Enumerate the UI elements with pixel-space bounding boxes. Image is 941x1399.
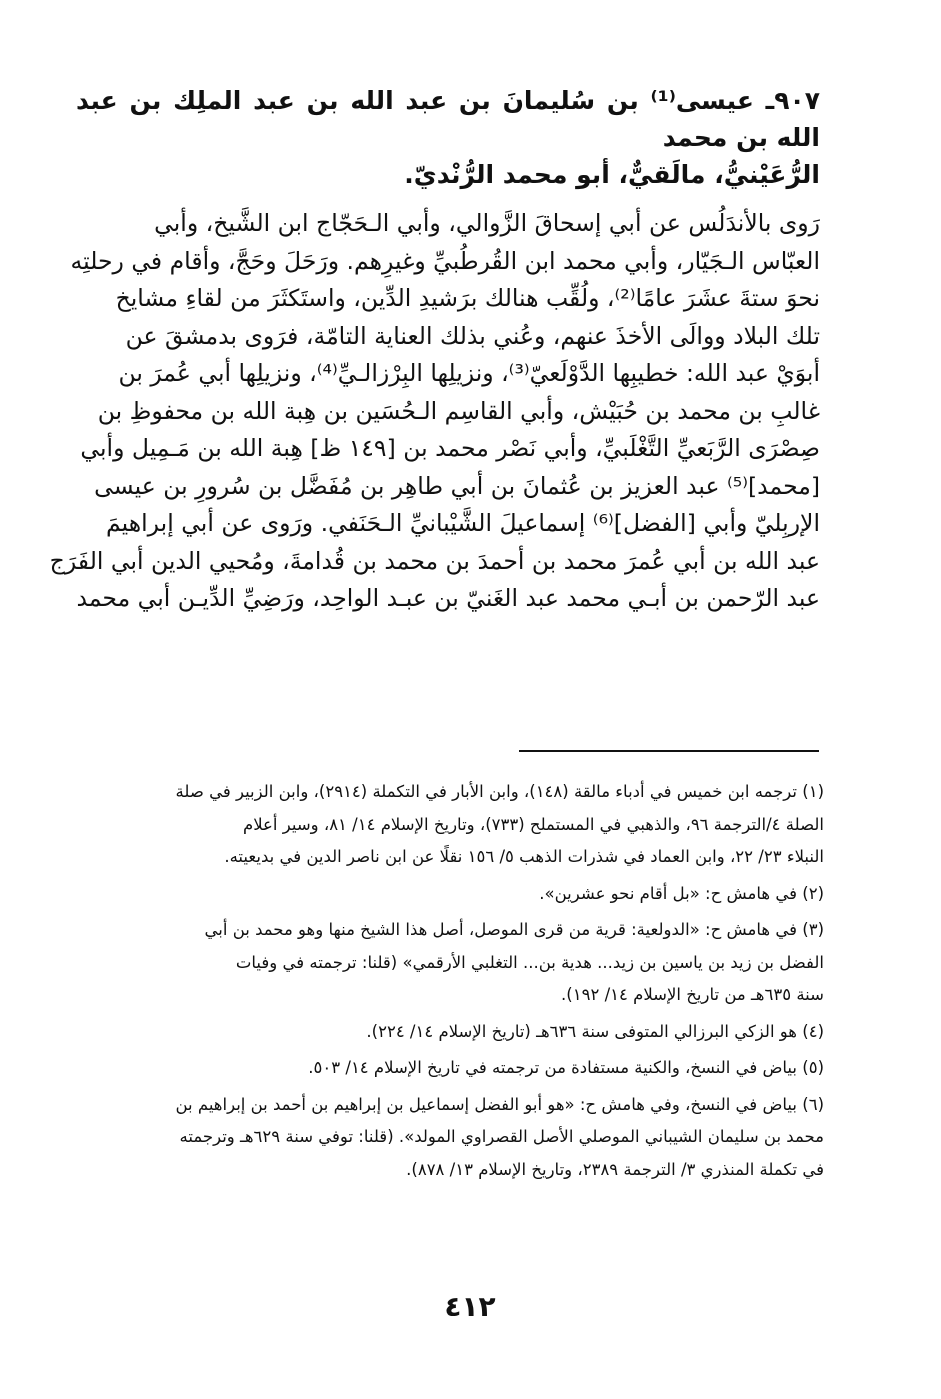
heading-line: ٩٠٧ـ عيسى⁽¹⁾ بن سُليمانَ بن عبد الله بن عبد الملِك بن عبد الله بن محمد <box>76 86 821 152</box>
body-line: عبد الرّحمن بن أبـي محمد عبد الغَنيّ بن عبـد الواحِد، ورَضِيِّ الدِّيـن أبي محمد <box>76 584 820 612</box>
heading-line: الرُّعَيْنيُّ، مالَقيٌّ، أبو محمد الرُّنْديّ. <box>404 160 820 189</box>
footnote-separator <box>519 750 819 752</box>
body-line: تلك البلاد ووالَى الأخذَ عنهم، وعُني بذلك العناية التامّة، فرَوى بدمشقَ عن <box>125 321 820 350</box>
footnote-6 <box>84 1089 824 1187</box>
footnote-4 <box>84 1016 824 1049</box>
entry-heading <box>76 82 820 193</box>
footnote-line: (٤) هو الزكي البرزالي المتوفى سنة ٦٣٦هـ (تاريخ الإسلام ١٤/ ٢٢٤). <box>366 1021 824 1041</box>
body-line: [محمد]⁽⁵⁾ عبد العزيز بن عُثمانَ بن أبي طاهِر بن مُفَضَّل بن سُرورِ بن عيسى <box>94 471 820 500</box>
body-line: غالبِ بن محمد بن حُبَيْش، وأبي القاسِم الـحُسَين بن هِبة الله بن محفوظِ بن <box>97 396 820 425</box>
footnote-line: (٣) في هامش ح: «الدولعية: قرية من قرى الموصل، أصل هذا الشيخ منها وهو محمد بن أبي <box>204 920 824 939</box>
body-line: أبوَيْ عبد الله: خطيبِها الدَّوْلَعيّ⁽³⁾، ونزيلِها البِرْزالـيِّ⁽⁴⁾، ونزيلِها أبي عُمرَ بن <box>118 359 820 387</box>
footnote-line: سنة ٦٣٥هـ من تاريخ الإسلام ١٤/ ١٩٢). <box>561 985 824 1004</box>
footnote-line: الصلة ٤/الترجمة ٩٦، والذهبي في المستملح (٧٣٣)، وتاريخ الإسلام ١٤/ ٨١، وسير أعلام <box>243 814 824 834</box>
footnote-line: (٦) بياض في النسخ، وفي هامش ح: «هو أبو الفضل إسماعيل بن إبراهيم بن أحمد بن إبراهيم بن <box>175 1094 824 1114</box>
footnote-3 <box>84 914 824 1012</box>
body-line: رَوى بالأندَلُس عن أبي إسحاقَ الزَّوالي، وأبي الـحَجّاج ابن الشَّيخ، وأبي <box>154 209 820 237</box>
footnote-line: النبلاء ٢٣/ ٢٢، وابن العماد في شذرات الذهب ٥/ ١٥٦ نقلًا عن ابن ناصر الدين في بديعيته. <box>224 847 824 866</box>
footnote-line: (١) ترجمه ابن خميس في أدباء مالقة (١٤٨)، وابن الأبار في التكملة (٢٩١٤)، وابن الزبير في صلة <box>175 782 824 801</box>
footnote-5 <box>84 1052 824 1085</box>
body-line: عبد الله بن أبي عُمرَ محمد بن أحمدَ بن محمد بن قُدامةَ، ومُحيي الدين أبي الفَرَج <box>49 546 820 575</box>
footnote-line: الفضل بن زيد بن ياسين بن زيد... هدية بن... التغلبي الأرقمي» (قلنا: ترجمته في وفيات <box>235 952 824 972</box>
main-text <box>49 82 821 618</box>
body-line: الإربِليّ وأبي [الفضل]⁽⁶⁾ إسماعيلَ الشَّيْبانيِّ الـحَنَفي. ورَوى عن أبي إبراهيمَ <box>106 509 820 537</box>
footnote-line: (٥) بياض في النسخ، والكنية مستفادة من ترجمته في تاريخ الإسلام ١٤/ ٥٠٣. <box>308 1058 824 1077</box>
entry-body <box>49 205 820 618</box>
page-number: ٤١٢ <box>444 1290 496 1323</box>
body-line: نحوَ ستةَ عشَرَ عامًا⁽²⁾، ولُقِّب هنالك برَشيدِ الدِّين، واستَكثَرَ من لقاءِ مشايخ <box>115 284 820 312</box>
body-line: صِصْرَى الرَّبَعيِّ التَّغْلَبيِّ، وأبي نَصْر محمد بن [١٤٩ ظ] هِبة الله بن مَـمِيل وأبي <box>80 434 820 462</box>
footnote-line: (٢) في هامش ح: «بل أقام نحو عشرين». <box>539 883 824 903</box>
footnote-line: محمد بن سليمان الشيباني الموصلي الأصل القصراوي المولد». (قلنا: توفي سنة ٦٢٩هـ وترجمته <box>179 1127 824 1146</box>
body-line: العبّاس الـجَيّار، وأبي محمد ابن القُرطُبيِّ وغيرِهم. ورَحَلَ وحَجَّ، وأقام في رحلتِه <box>70 246 820 275</box>
footnotes <box>84 776 824 1190</box>
footnote-1 <box>84 776 824 874</box>
footnote-2 <box>84 878 824 911</box>
footnote-line: في تكملة المنذري ٣/ الترجمة ٢٣٨٩، وتاريخ الإسلام ١٣/ ٨٧٨). <box>406 1159 824 1179</box>
